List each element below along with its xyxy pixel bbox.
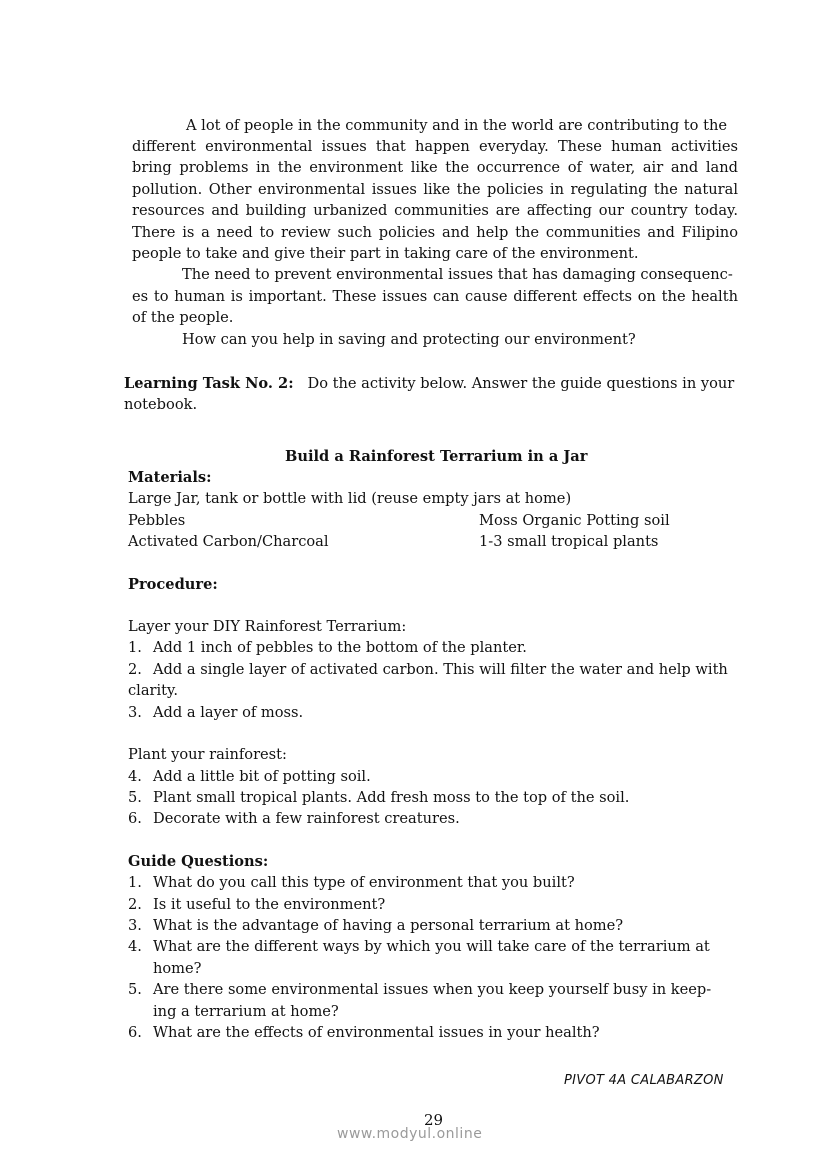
learning-task-instruction-cont: notebook. bbox=[124, 396, 198, 413]
guide-question-cont: home? bbox=[153, 960, 202, 977]
learning-task-label: Learning Task No. 2: bbox=[124, 375, 294, 392]
text-line: es to human is important. These issues can cause different effects on the health bbox=[132, 288, 738, 305]
procedure-step: 3. Add a layer of moss. bbox=[128, 704, 304, 721]
material-item: Moss Organic Potting soil bbox=[479, 512, 670, 529]
text-line: bring problems in the environment like the occurrence of water, air and land bbox=[132, 159, 738, 176]
text-line: There is a need to review such policies and help the communities and Filipino bbox=[132, 224, 738, 241]
text-line: people to take and give their part in taking care of the environment. bbox=[132, 245, 639, 262]
layer-heading: Layer your DIY Rainforest Terrarium: bbox=[128, 618, 407, 635]
guide-question-cont: ing a terrarium at home? bbox=[153, 1003, 339, 1020]
material-item: 1-3 small tropical plants bbox=[479, 533, 659, 550]
activity-title: Build a Rainforest Terrarium in a Jar bbox=[285, 448, 588, 465]
watermark: www.modyul.online bbox=[337, 1126, 483, 1142]
learning-task bbox=[124, 373, 734, 394]
text-line: resources and building urbanized communities are affecting our country today. bbox=[132, 202, 738, 219]
procedure-step: 5. Plant small tropical plants. Add fresh moss to the top of the soil. bbox=[128, 789, 630, 806]
guide-question: 1. What do you call this type of environment that you built? bbox=[128, 874, 575, 891]
guide-question: 5. Are there some environmental issues when you keep yourself busy in keep- bbox=[128, 981, 712, 998]
footer-label: PIVOT 4A CALABARZON bbox=[564, 1073, 724, 1088]
guide-questions-heading: Guide Questions: bbox=[128, 853, 269, 870]
material-item: Large Jar, tank or bottle with lid (reuse empty jars at home) bbox=[128, 490, 572, 507]
materials-heading: Materials: bbox=[128, 469, 212, 486]
page-number: 29 bbox=[424, 1111, 444, 1129]
procedure-step: 2. Add a single layer of activated carbon. This will filter the water and help with bbox=[128, 661, 728, 678]
procedure-step: 6. Decorate with a few rainforest creatures. bbox=[128, 810, 460, 827]
text-line: The need to prevent environmental issues that has damaging consequenc- bbox=[182, 266, 733, 283]
text-line: of the people. bbox=[132, 309, 234, 326]
procedure-step: 1. Add 1 inch of pebbles to the bottom of the planter. bbox=[128, 639, 527, 656]
text-line: A lot of people in the community and in the world are contributing to the bbox=[186, 117, 727, 134]
material-item: Activated Carbon/Charcoal bbox=[128, 533, 329, 550]
material-item: Pebbles bbox=[128, 512, 186, 529]
text-line: pollution. Other environmental issues like the policies in regulating the natural bbox=[132, 181, 738, 198]
procedure-step-cont: clarity. bbox=[128, 682, 178, 699]
guide-question: 4. What are the different ways by which you will take care of the terrarium at bbox=[128, 938, 710, 955]
procedure-heading: Procedure: bbox=[128, 576, 218, 593]
guide-question: 2. Is it useful to the environment? bbox=[128, 896, 386, 913]
intro-question: How can you help in saving and protecting our environment? bbox=[182, 331, 636, 348]
text-line: different environmental issues that happen everyday. These human activities bbox=[132, 138, 738, 155]
guide-question: 3. What is the advantage of having a personal terrarium at home? bbox=[128, 917, 624, 934]
procedure-step: 4. Add a little bit of potting soil. bbox=[128, 768, 371, 785]
plant-heading: Plant your rainforest: bbox=[128, 746, 287, 763]
learning-task-instruction: Do the activity below. Answer the guide questions in your bbox=[307, 375, 735, 392]
guide-question: 6. What are the effects of environmental issues in your health? bbox=[128, 1024, 600, 1041]
